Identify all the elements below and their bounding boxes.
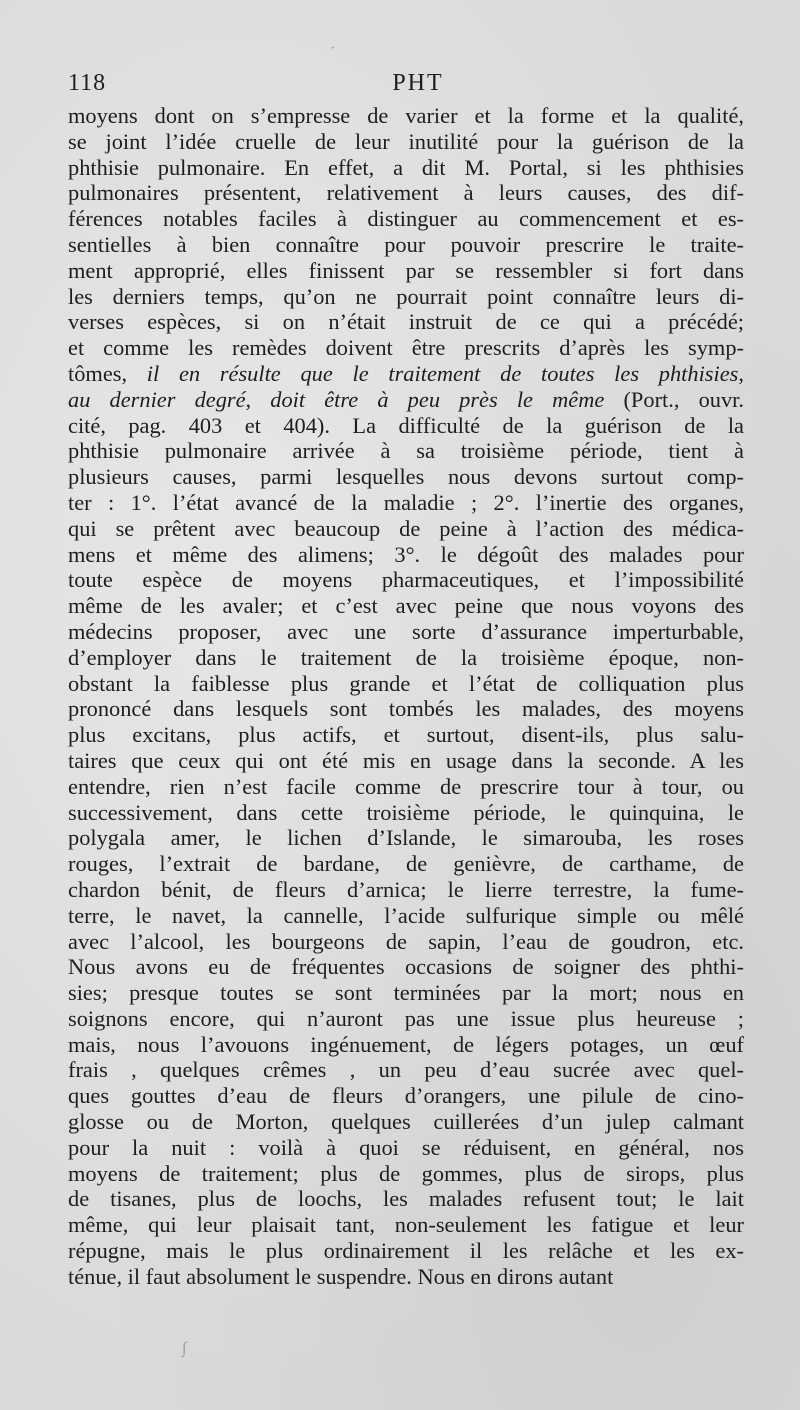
text-segment: tômes, (68, 360, 147, 386)
text-segment: sies; presque toutes se sont terminées par la mort; nous en (68, 980, 744, 1006)
text-segment: d’employer dans le traitement de la troisième époque, non- (68, 644, 744, 670)
text-line (68, 335, 744, 361)
text-segment: qui se prêtent avec beaucoup de peine à l’action des médica- (68, 515, 744, 541)
running-head: PHT (392, 70, 444, 96)
text-line (68, 1161, 744, 1187)
text-segment: rouges, l’extrait de bardane, de genièvre, de carthame, de (68, 851, 744, 877)
text-line (68, 645, 744, 671)
text-segment: mais, nous l’avouons ingénuement, de légers potages, un œuf (68, 1031, 744, 1057)
text-segment: obstant la faiblesse plus grande et l’état de colliquation plus (68, 670, 744, 696)
text-segment: se joint l’idée cruelle de leur inutilité pour la guérison de la (68, 128, 744, 154)
text-segment: férences notables faciles à distinguer au commencement et es- (68, 206, 744, 232)
text-line (68, 954, 744, 980)
text-segment: avec l’alcool, les bourgeons de sapin, l’eau de goudron, etc. (68, 928, 744, 954)
text-line (68, 309, 744, 335)
text-line (68, 1264, 744, 1290)
text-line (68, 438, 744, 464)
text-segment: répugne, mais le plus ordinairement il les relâche et les ex- (68, 1238, 744, 1264)
text-segment: phthisie pulmonaire. En effet, a dit M. Portal, si les phthisies (68, 154, 744, 180)
text-line (68, 387, 744, 413)
text-segment: et comme les remèdes doivent être prescrits d’après les symp- (68, 335, 744, 361)
text-segment: mens et même des alimens; 3°. le dégoût des malades pour (68, 541, 744, 567)
text-line (68, 232, 744, 258)
text-line (68, 825, 744, 851)
text-segment: , (738, 360, 744, 386)
text-segment: ques gouttes d’eau de fleurs d’orangers, une pilule de cino- (68, 1083, 744, 1109)
text-line (68, 180, 744, 206)
text-segment: moyens dont on s’empresse de varier et la forme et la qualité, (68, 103, 744, 128)
text-segment: successivement, dans cette troisième période, le quinquina, le (68, 799, 744, 825)
text-line (68, 155, 744, 181)
text-segment: glosse ou de Morton, quelques cuillerées d’un julep calmant (68, 1109, 744, 1135)
text-line (68, 1135, 744, 1161)
text-line (68, 206, 744, 232)
text-line (68, 129, 744, 155)
text-segment: taires que ceux qui ont été mis en usage dans la seconde. A les (68, 747, 744, 773)
text-segment: les derniers temps, qu’on ne pourrait point connaître leurs di- (68, 283, 744, 309)
text-segment: pour la nuit : voilà à quoi se réduisent, en général, nos (68, 1134, 744, 1160)
text-line (68, 516, 744, 542)
text-line (68, 1212, 744, 1238)
text-segment: terre, le navet, la cannelle, l’acide sulfurique simple ou mêlé (68, 902, 744, 928)
text-segment: même de les avaler; et c’est avec peine que nous voyons des (68, 593, 744, 619)
text-line (68, 774, 744, 800)
text-segment: phthisie pulmonaire arrivée à sa troisième période, tient à (68, 438, 744, 464)
text-line (68, 258, 744, 284)
text-segment: plusieurs causes, parmi lesquelles nous devons surtout comp- (68, 464, 744, 490)
text-line (68, 1109, 744, 1135)
text-line (68, 593, 744, 619)
page-number: 118 (68, 70, 107, 96)
text-segment: prononcé dans lesquels sont tombés les malades, des moyens (68, 696, 744, 722)
text-segment: chardon bénit, de fleurs d’arnica; le lierre terrestre, la fume- (68, 876, 744, 902)
text-line (68, 696, 744, 722)
text-line (68, 1238, 744, 1264)
ink-smudge-mark: · (330, 40, 336, 57)
text-segment: ténue, il faut absolument le suspendre. Nous en dirons autant (68, 1263, 614, 1289)
text-segment: sentielles à bien connaître pour pouvoir prescrire le traite- (68, 231, 744, 257)
text-segment: polygala amer, le lichen d’Islande, le simarouba, les roses (68, 825, 744, 851)
text-line (68, 619, 744, 645)
text-segment: verses espèces, si on n’était instruit de ce qui a précédé; (68, 309, 744, 335)
text-line (68, 1083, 744, 1109)
text-line (68, 542, 744, 568)
page-header (68, 70, 744, 104)
text-segment: pulmonaires présentent, relativement à leurs causes, des dif- (68, 180, 744, 206)
text-segment: plus excitans, plus actifs, et surtout, disent-ils, plus salu- (68, 722, 744, 748)
text-segment: Nous avons eu de fréquentes occasions de soigner des phthi- (68, 954, 744, 980)
text-line (68, 413, 744, 439)
text-line (68, 671, 744, 697)
text-segment: médecins proposer, avec une sorte d’assurance imperturbable, (68, 618, 744, 644)
text-line (68, 490, 744, 516)
text-line (68, 1032, 744, 1058)
text-line (68, 567, 744, 593)
text-line (68, 877, 744, 903)
ink-smudge-mark: ∫ (182, 1340, 187, 1357)
text-segment: ter : 1°. l’état avancé de la maladie ; 2°. l’inertie des organes, (68, 489, 744, 515)
italic-quote-segment: au dernier degré, doit être à peu près le même (68, 386, 605, 412)
text-line (68, 1057, 744, 1083)
text-line (68, 748, 744, 774)
italic-quote-segment: il en résulte que le traitement de toutes les phthisies (146, 360, 739, 386)
text-line (68, 1186, 744, 1212)
text-line (68, 851, 744, 877)
text-segment: toute espèce de moyens pharmaceutiques, et l’impossibilité (68, 567, 744, 593)
text-line (68, 980, 744, 1006)
text-segment: entendre, rien n’est facile comme de prescrire tour à tour, ou (68, 773, 744, 799)
text-line (68, 903, 744, 929)
text-line (68, 1006, 744, 1032)
text-segment: (Port., ouvr. (604, 386, 744, 412)
text-segment: de tisanes, plus de loochs, les malades refusent tout; le lait (68, 1186, 744, 1212)
text-segment: soignons encore, qui n’auront pas une issue plus heureuse ; (68, 1005, 744, 1031)
text-line (68, 284, 744, 310)
text-line (68, 800, 744, 826)
text-segment: même, qui leur plaisait tant, non-seulement les fatigue et leur (68, 1212, 744, 1238)
text-segment: ment approprié, elles finissent par se ressembler si fort dans (68, 257, 744, 283)
text-line (68, 103, 744, 129)
text-segment: moyens de traitement; plus de gommes, plus de sirops, plus (68, 1160, 744, 1186)
text-line (68, 464, 744, 490)
text-segment: cité, pag. 403 et 404). La difficulté de la guérison de la (68, 412, 744, 438)
text-line (68, 722, 744, 748)
text-segment: frais , quelques crêmes , un peu d’eau sucrée avec quel- (68, 1057, 744, 1083)
text-line (68, 929, 744, 955)
text-line (68, 361, 744, 387)
body-text (68, 103, 744, 1290)
